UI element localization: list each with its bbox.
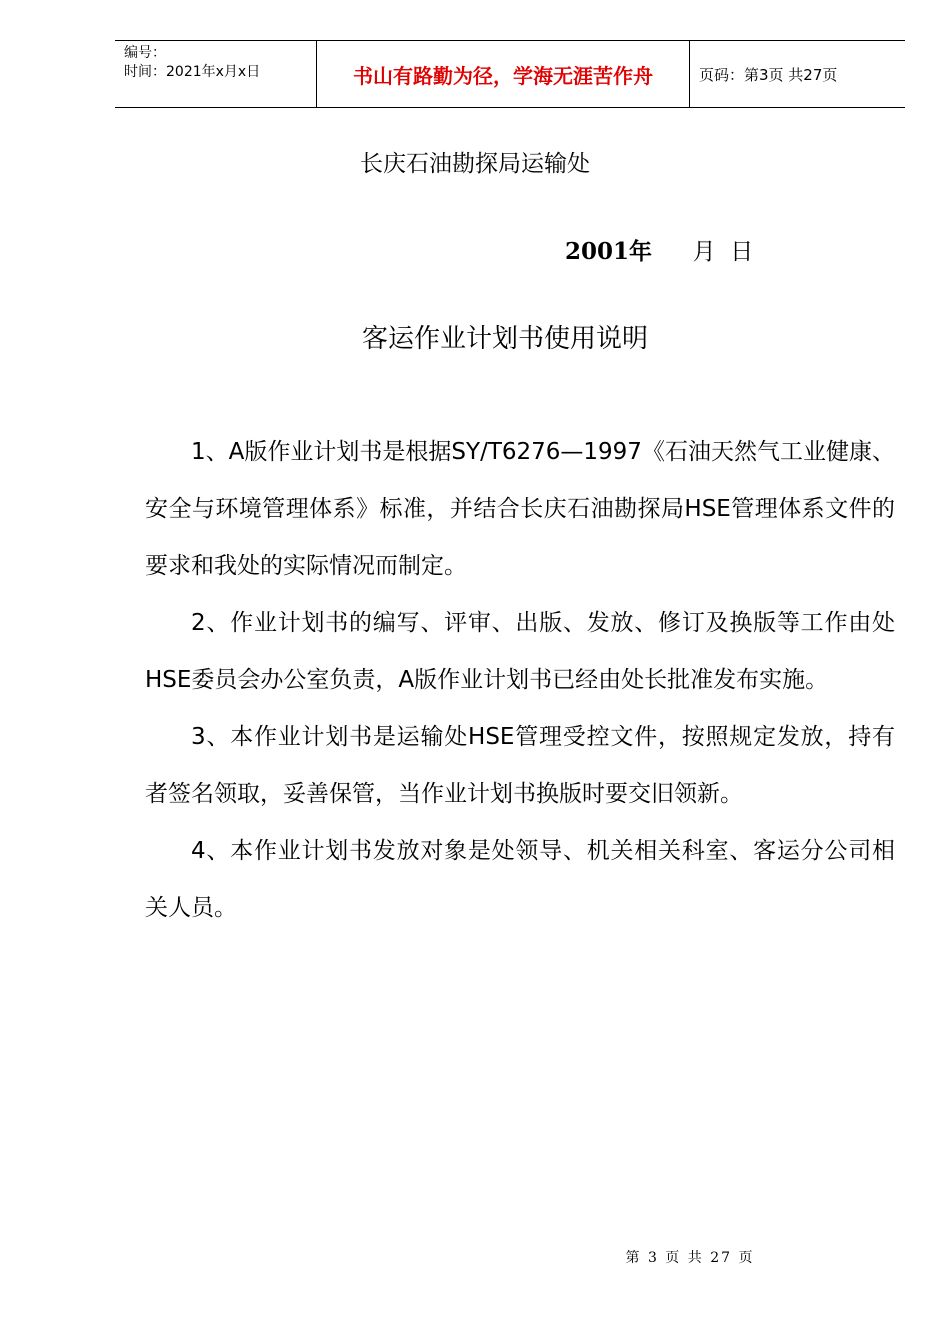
header-motto: 书山有路勤为径，学海无涯苦作舟 bbox=[316, 41, 690, 107]
page-footer: 第 3 页 共 27 页 bbox=[625, 1250, 755, 1266]
document-body bbox=[145, 424, 895, 937]
date-year: 2001年 bbox=[565, 238, 653, 265]
document-date bbox=[565, 233, 753, 266]
date-month-day: 月 日 bbox=[692, 239, 754, 265]
page-header bbox=[115, 40, 905, 108]
paragraph-4: 4、本作业计划书发放对象是处领导、机关相关科室、客运分公司相关人员。 bbox=[145, 838, 895, 921]
paragraph-3: 3、本作业计划书是运输处HSE管理受控文件，按照规定发放，持有者签名领取，妥善保管，当作业计划书换版时要交旧领新。 bbox=[145, 724, 895, 807]
organization-name: 长庆石油勘探局运输处 bbox=[360, 151, 590, 177]
header-page-info: 页码：第3页 共27页 bbox=[699, 65, 838, 84]
header-meta bbox=[115, 41, 316, 107]
document-title: 客运作业计划书使用说明 bbox=[361, 324, 648, 354]
doc-time-label: 时间：2021年x月x日 bbox=[124, 64, 261, 80]
paragraph-1: 1、A版作业计划书是根据SY/T6276—1997《石油天然气工业健康、安全与环境管理体系》标准，并结合长庆石油勘探局HSE管理体系文件的要求和我处的实际情况而制定。 bbox=[145, 439, 895, 579]
paragraph-2: 2、作业计划书的编写、评审、出版、发放、修订及换版等工作由处HSE委员会办公室负责，A版作业计划书已经由处长批准发布实施。 bbox=[145, 610, 895, 693]
doc-number-label: 编号： bbox=[124, 45, 166, 61]
